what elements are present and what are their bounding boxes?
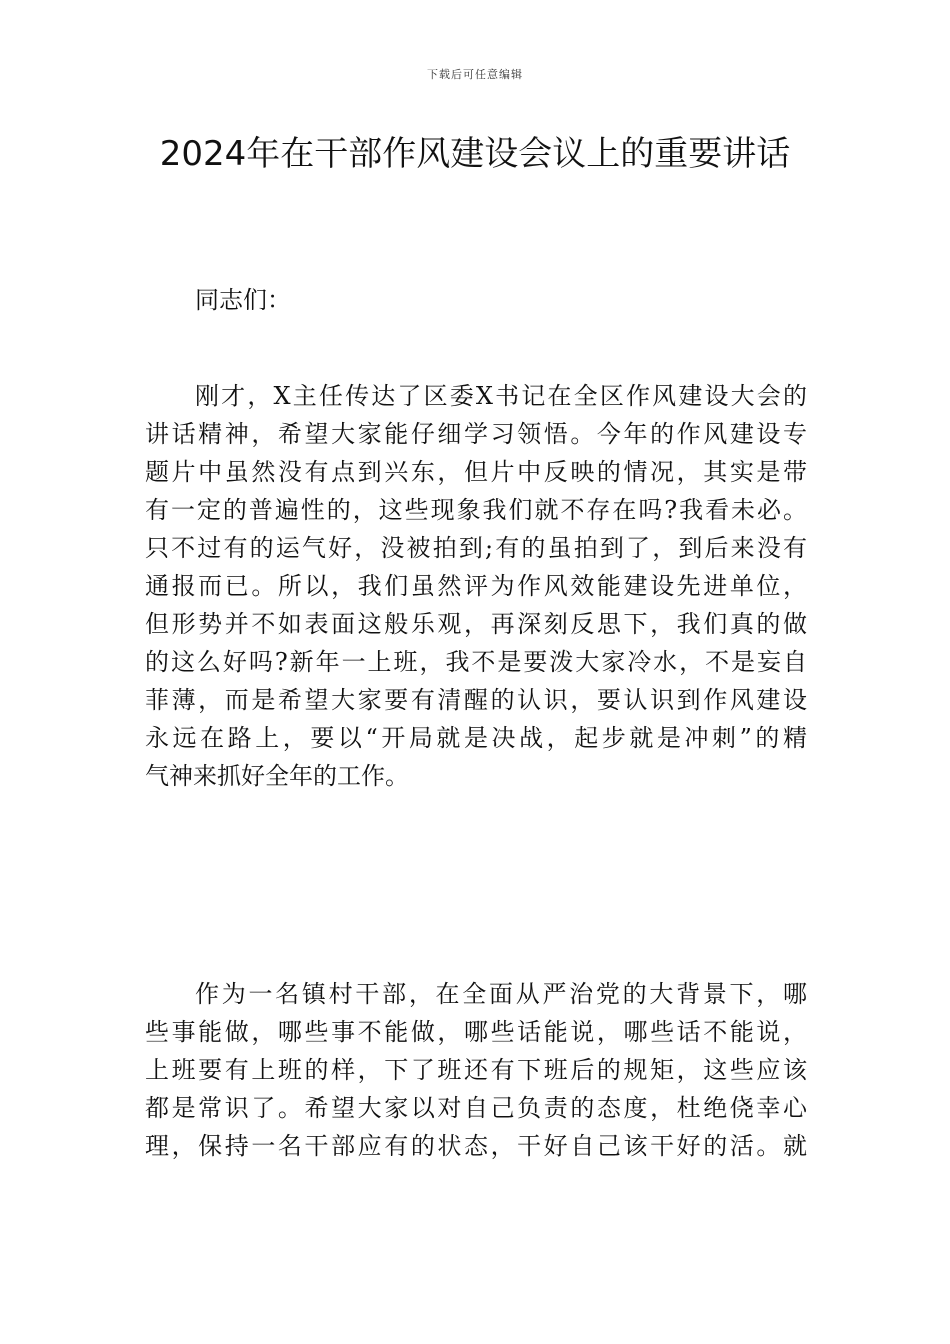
paragraph-line: 上班要有上班的样，下了班还有下班后的规矩，这些应该 [145,1056,807,1084]
paragraph-line: 都是常识了。希望大家以对自己负责的态度，杜绝侥幸心 [145,1094,807,1122]
paragraph-line: 些事能做，哪些事不能做，哪些话能说，哪些话不能说， [145,1018,807,1046]
paragraph-line: 菲薄，而是希望大家要有清醒的认识，要认识到作风建设 [145,686,807,714]
body-paragraph-1 [145,377,807,795]
paragraph-line: 但形势并不如表面这般乐观，再深刻反思下，我们真的做 [145,610,807,638]
salutation: 同志们： [195,286,291,314]
body-paragraph-2 [145,975,807,1165]
paragraph-line: 讲话精神，希望大家能仔细学习领悟。今年的作风建设专 [145,420,807,448]
paragraph-line: 的这么好吗?新年一上班，我不是要泼大家冷水，不是妄自 [145,648,807,676]
header-note: 下载后可任意编辑 [427,68,523,81]
paragraph-line: 有一定的普遍性的，这些现象我们就不存在吗?我看未必。 [145,496,807,524]
document-title: 2024年在干部作风建设会议上的重要讲话 [159,134,791,174]
paragraph-line: 气神来抓好全年的工作。 [145,762,409,790]
paragraph-line: 作为一名镇村干部，在全面从严治党的大背景下，哪 [195,980,807,1008]
paragraph-line: 通报而已。所以，我们虽然评为作风效能建设先进单位， [145,572,807,600]
paragraph-line: 永远在路上，要以“开局就是决战，起步就是冲刺”的精 [145,724,807,752]
paragraph-line: 刚才，X主任传达了区委X书记在全区作风建设大会的 [195,382,807,410]
paragraph-line: 只不过有的运气好，没被拍到;有的虽拍到了，到后来没有 [145,534,807,562]
paragraph-line: 理，保持一名干部应有的状态，干好自己该干好的活。就 [145,1132,807,1160]
paragraph-line: 题片中虽然没有点到兴东，但片中反映的情况，其实是带 [145,458,807,486]
